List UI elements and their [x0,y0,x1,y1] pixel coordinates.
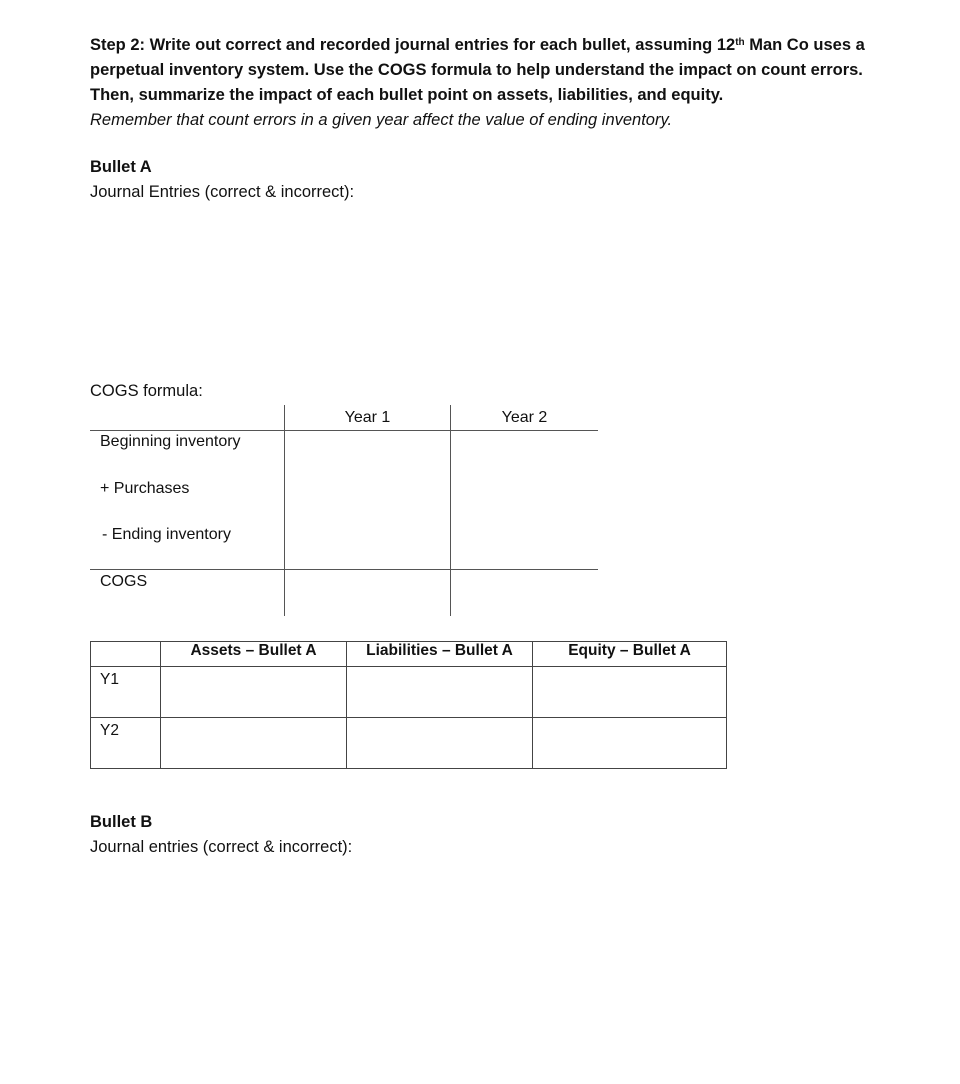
bullet-b-heading: Bullet B [90,813,153,831]
cogs-row-ending-inventory: - Ending inventory [102,526,231,543]
instructions-line-3: Then, summarize the impact of each bullet point on assets, liabilities, and equity. [90,86,724,104]
bullet-b-journal-label: Journal entries (correct & incorrect): [90,838,353,856]
cogs-row-purchases: + Purchases [100,480,190,497]
impact-header-equity: Equity – Bullet A [533,642,727,667]
impact-cell-y1-liabilities[interactable] [347,667,533,718]
impact-row-y2 [91,718,727,769]
cogs-formula-label: COGS formula: [90,382,203,400]
impact-header-corner [91,642,161,667]
impact-cell-y1-assets[interactable] [161,667,347,718]
cogs-row-beginning-inventory: Beginning inventory [100,433,241,450]
bullet-a-journal-label: Journal Entries (correct & incorrect): [90,183,355,201]
instructions-line-2: perpetual inventory system. Use the COGS formula to help understand the impact on count errors. [90,61,863,79]
impact-header-assets: Assets – Bullet A [161,642,347,667]
cogs-total-rule [90,569,598,570]
impact-cell-y2-equity[interactable] [533,718,727,769]
instructions-line-1-text: Step 2: Write out correct and recorded journal entries for each bullet, assuming 12 [90,36,736,54]
ordinal-superscript: th [735,37,745,48]
instructions-line-1 [90,33,890,58]
impact-row-label-y2: Y2 [91,718,161,769]
impact-cell-y2-assets[interactable] [161,718,347,769]
cogs-row-cogs: COGS [100,573,148,590]
impact-row-y1 [91,667,727,718]
cogs-divider-left [284,405,285,616]
impact-cell-y1-equity[interactable] [533,667,727,718]
cogs-header-year-1: Year 1 [344,409,391,426]
bullet-a-impact-table [90,641,727,769]
cogs-header-year-2: Year 2 [501,409,548,426]
cogs-header-rule [90,430,598,431]
cogs-divider-middle [450,405,451,616]
cogs-formula-table [90,405,598,616]
bullet-a-heading: Bullet A [90,158,152,176]
impact-header-row [91,642,727,667]
impact-header-liabilities: Liabilities – Bullet A [347,642,533,667]
instructions-reminder: Remember that count errors in a given year affect the value of ending inventory. [90,111,673,129]
impact-row-label-y1: Y1 [91,667,161,718]
instructions-line-1-end: Man Co uses a [744,36,865,54]
impact-cell-y2-liabilities[interactable] [347,718,533,769]
step-2-instructions [90,33,890,133]
